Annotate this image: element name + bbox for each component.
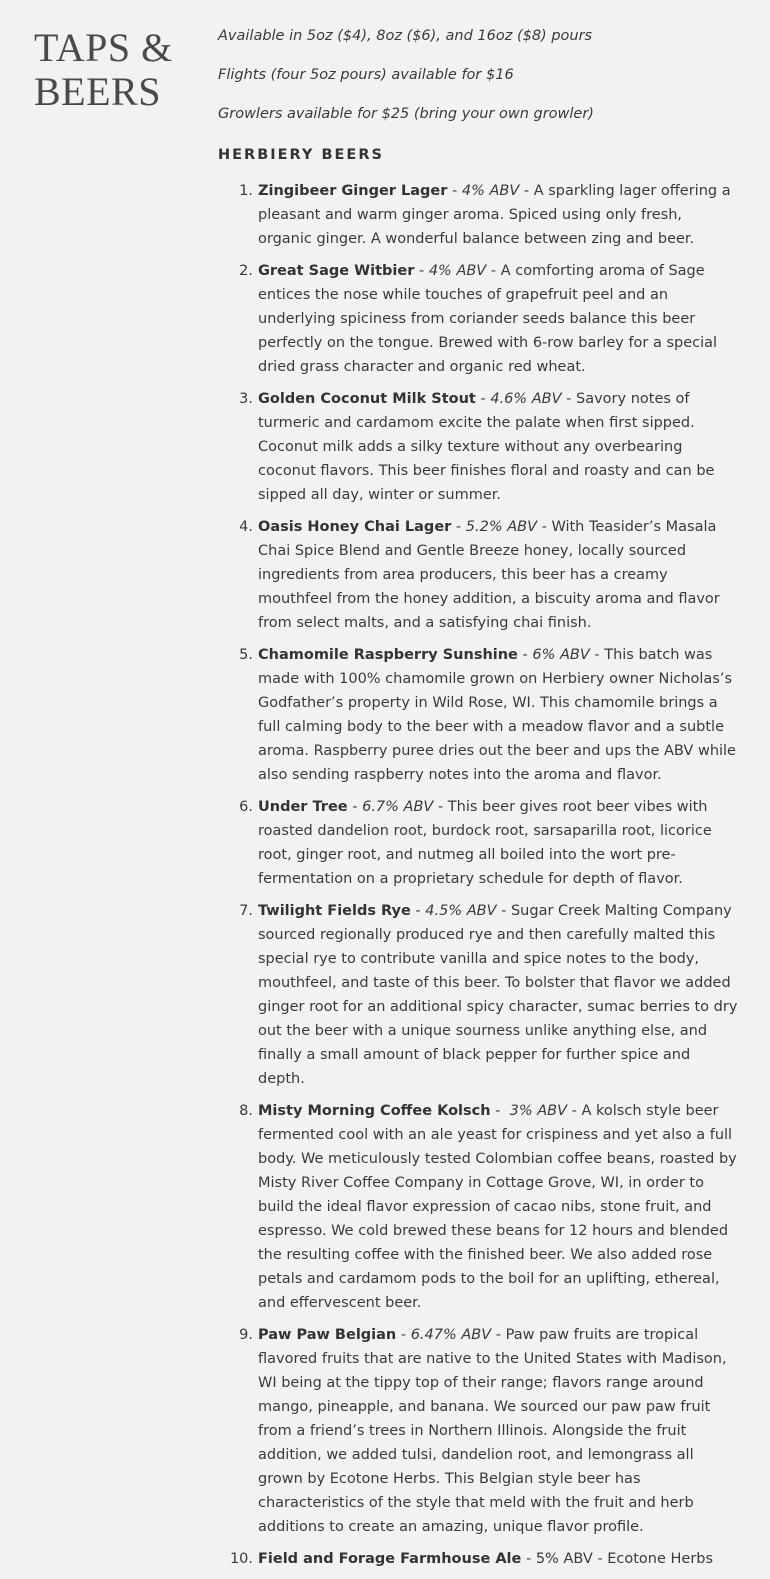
beer-description: Savory notes of turmeric and cardamom excite the palate when first sipped. Coconut milk adds a silky texture without any overbearing coconut flavors. This beer finishes floral and roasty and can be sipped all day, winter or summer. bbox=[258, 391, 715, 503]
beer-description: With Teasider’s Masala Chai Spice Blend and Gentle Breeze honey, locally sourced ingredients from area producers, this beer has a creamy mouthfeel from the honey addition, a biscuity aroma and flavor from select malts, and a satisfying chai finish. bbox=[258, 519, 720, 631]
beer-abv: 6.47% ABV bbox=[410, 1327, 492, 1343]
beer-description: A comforting aroma of Sage entices the nose while touches of grapefruit peel and an underlying spiciness from coriander seeds balance this beer perfectly on the tongue. Brewed with 6-row barley for a special dried grass character and organic red wheat. bbox=[258, 263, 718, 375]
flights-note: Flights (four 5oz pours) available for $16 bbox=[218, 67, 514, 83]
beer-name: Golden Coconut Milk Stout bbox=[258, 391, 476, 407]
section-heading: HERBIERY BEERS bbox=[218, 147, 384, 163]
beer-name: Great Sage Witbier bbox=[258, 263, 415, 279]
menu-content bbox=[218, 26, 738, 1579]
beer-description: This batch was made with 100% chamomile grown on Herbiery owner Nicholas’s Godfather’s property in Wild Rose, WI. This chamomile brings a full calming body to the beer with a meadow flavor and a subtle aroma. Raspberry puree dries out the beer and ups the ABV while also sending raspberry notes into the aroma and flavor. bbox=[258, 647, 736, 783]
beer-description: A sparkling lager offering a pleasant and warm ginger aroma. Spiced using only fresh, organic ginger. A wonderful balance between zing and beer. bbox=[258, 183, 731, 247]
beer-name: Paw Paw Belgian bbox=[258, 1327, 397, 1343]
beer-name: Oasis Honey Chai Lager bbox=[258, 519, 452, 535]
list-item: Golden Coconut Milk Stout - 4.6% ABV - Savory notes of turmeric and cardamom excite the palate when first sipped. Coconut milk adds a silky texture without any overbearing coconut flavors. This beer finishes floral and roasty and can be sipped all day, winter or summer. bbox=[258, 391, 715, 503]
list-item: Under Tree - 6.7% ABV - This beer gives root beer vibes with roasted dandelion root, burdock root, sarsaparilla root, licorice root, ginger root, and nutmeg all boiled into the wort pre-fermentation on a proprietary schedule for depth of flavor. bbox=[258, 799, 712, 887]
beer-abv: 4% ABV bbox=[461, 183, 520, 199]
beer-abv: 6.7% ABV bbox=[362, 799, 434, 815]
list-item: Field and Forage Farmhouse Ale - 5% ABV - Ecotone Herbs bbox=[258, 1551, 714, 1567]
pour-sizes-note: Available in 5oz ($4), 8oz ($6), and 16oz ($8) pours bbox=[218, 28, 593, 44]
beer-name: Chamomile Raspberry Sunshine bbox=[258, 647, 518, 663]
page-title: TAPS & BEERS bbox=[34, 25, 173, 114]
beer-name: Misty Morning Coffee Kolsch bbox=[258, 1103, 491, 1119]
list-item: Chamomile Raspberry Sunshine - 6% ABV - This batch was made with 100% chamomile grown on Herbiery owner Nicholas’s Godfather’s property in Wild Rose, WI. This chamomile brings a full calming body to the beer with a meadow flavor and a subtle aroma. Raspberry puree dries out the beer and ups the ABV while also sending raspberry notes into the aroma and flavor. bbox=[258, 647, 736, 783]
list-item: Misty Morning Coffee Kolsch - 3% ABV - A kolsch style beer fermented cool with an ale yeast for crispiness and yet also a full body. We meticulously tested Colombian coffee beans, roasted by Misty River Coffee Company in Cottage Grove, WI, in order to build the ideal flavor expression of cacao nibs, stone fruit, and espresso. We cold brewed these beans for 12 hours and blended the resulting coffee with the finished beer. We also added rose petals and cardamom pods to the boil for an uplifting, ethereal, and effervescent beer. bbox=[258, 1103, 737, 1311]
beer-name: Twilight Fields Rye bbox=[258, 903, 411, 919]
beer-abv: 3% ABV bbox=[509, 1103, 568, 1119]
beer-abv: 4.5% ABV bbox=[425, 903, 497, 919]
beer-description: Ecotone Herbs bbox=[607, 1551, 714, 1567]
beer-description: This beer gives root beer vibes with roasted dandelion root, burdock root, sarsaparilla root, licorice root, ginger root, and nutmeg all boiled into the wort pre-fermentation on a proprietary schedule for depth of flavor. bbox=[258, 799, 712, 887]
list-item: Zingibeer Ginger Lager - 4% ABV - A sparkling lager offering a pleasant and warm ginger aroma. Spiced using only fresh, organic ginger. A wonderful balance between zing and beer. bbox=[258, 183, 731, 247]
list-item: Paw Paw Belgian - 6.47% ABV - Paw paw fruits are tropical flavored fruits that are native to the United States with Madison, WI being at the tippy top of their range; flavors range around mango, pineapple, and banana. We sourced our paw paw fruit from a friend’s trees in Northern Illinois. Alongside the fruit addition, we added tulsi, dandelion root, and lemongrass all grown by Ecotone Herbs. This Belgian style beer has characteristics of the style that meld with the fruit and herb additions to create an amazing, unique flavor profile. bbox=[258, 1327, 727, 1535]
beer-abv: 6% ABV bbox=[532, 647, 590, 663]
beer-description: A kolsch style beer fermented cool with an ale yeast for crispiness and yet also a full body. We meticulously tested Colombian coffee beans, roasted by Misty River Coffee Company in Cottage Grove, WI, in order to build the ideal flavor expression of cacao nibs, stone fruit, and espresso. We cold brewed these beans for 12 hours and blended the resulting coffee with the finished beer. We also added rose petals and cardamom pods to the boil for an uplifting, ethereal, and effervescent beer. bbox=[258, 1103, 737, 1311]
beer-description: Sugar Creek Malting Company sourced regionally produced rye and then carefully malted this special rye to contribute vanilla and spice notes to the body, mouthfeel, and taste of this beer. To bolster that flavor we added ginger root for an additional spicy character, sumac berries to dry out the beer with a unique sourness unlike anything else, and finally a small amount of black pepper for further spice and depth. bbox=[258, 903, 738, 1087]
beer-name: Under Tree bbox=[258, 799, 348, 815]
list-item: Twilight Fields Rye - 4.5% ABV - Sugar Creek Malting Company sourced regionally produced rye and then carefully malted this special rye to contribute vanilla and spice notes to the body, mouthfeel, and taste of this beer. To bolster that flavor we added ginger root for an additional spicy character, sumac berries to dry out the beer with a unique sourness unlike anything else, and finally a small amount of black pepper for further spice and depth. bbox=[258, 903, 738, 1087]
beer-name: Field and Forage Farmhouse Ale bbox=[258, 1551, 522, 1567]
growlers-note: Growlers available for $25 (bring your own growler) bbox=[218, 106, 594, 122]
list-item: Great Sage Witbier - 4% ABV - A comforting aroma of Sage entices the nose while touches of grapefruit peel and an underlying spiciness from coriander seeds balance this beer perfectly on the tongue. Brewed with 6-row barley for a special dried grass character and organic red wheat. bbox=[258, 263, 718, 375]
beer-name: Zingibeer Ginger Lager bbox=[258, 183, 448, 199]
beer-abv: 5% ABV bbox=[535, 1551, 593, 1567]
beer-abv: 5.2% ABV bbox=[465, 519, 537, 535]
list-item: Oasis Honey Chai Lager - 5.2% ABV - With Teasider’s Masala Chai Spice Blend and Gentle Breeze honey, locally sourced ingredients from area producers, this beer has a creamy mouthfeel from the honey addition, a biscuity aroma and flavor from select malts, and a satisfying chai finish. bbox=[258, 519, 720, 631]
beer-abv: 4% ABV bbox=[428, 263, 487, 279]
beer-abv: 4.6% ABV bbox=[490, 391, 562, 407]
beer-list bbox=[218, 179, 738, 1571]
beer-description: Paw paw fruits are tropical flavored fruits that are native to the United States with Madison, WI being at the tippy top of their range; flavors range around mango, pineapple, and banana. We sourced our paw paw fruit from a friend’s trees in Northern Illinois. Alongside the fruit addition, we added tulsi, dandelion root, and lemongrass all grown by Ecotone Herbs. This Belgian style beer has characteristics of the style that meld with the fruit and herb additions to create an amazing, unique flavor profile. bbox=[258, 1327, 727, 1535]
